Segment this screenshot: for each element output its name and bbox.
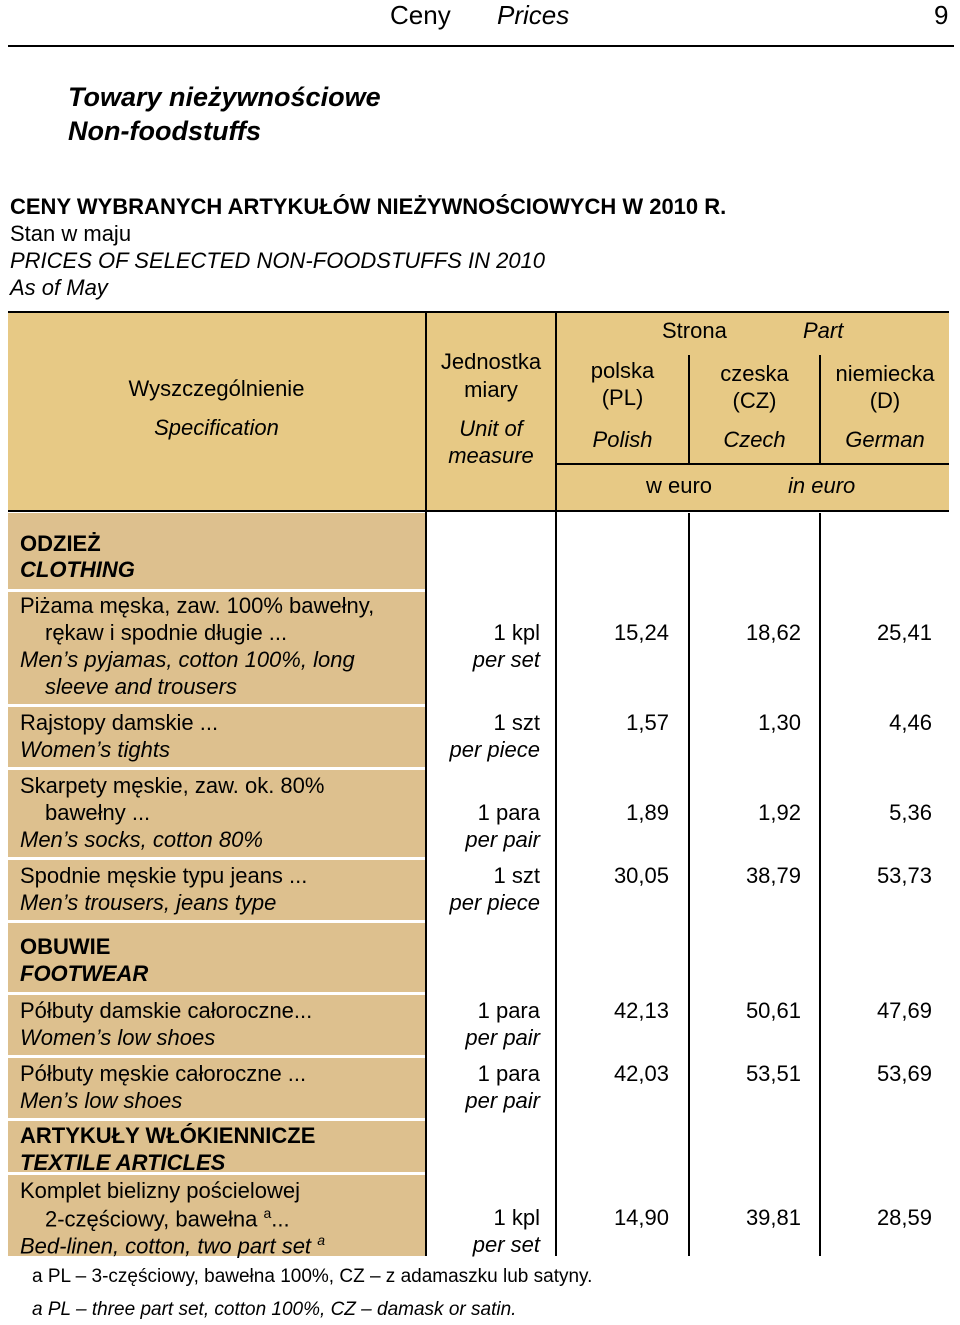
- header-currency-en: in euro: [788, 473, 856, 498]
- header-party-pl: Strona: [662, 318, 727, 343]
- row-6-price-de: 53,69: [876, 1061, 932, 1086]
- col-divider-pl-body: [688, 513, 690, 1256]
- row-4-price-cz: 38,79: [745, 863, 801, 888]
- row-divider: [8, 704, 425, 707]
- footnote-en: [32, 1299, 516, 1321]
- section-clothing-en: CLOTHING: [20, 557, 135, 582]
- row-1-unit-pl: 1 kpl: [493, 620, 540, 645]
- row-1-spec-en-1: Men’s pyjamas, cotton 100%, long: [20, 647, 355, 672]
- header-unit-en-1: Unit of: [459, 416, 523, 441]
- row-4-spec-en-1: Men’s trousers, jeans type: [20, 890, 277, 915]
- row-3-spec-en-1: Men’s socks, cotton 80%: [20, 827, 263, 852]
- row-3-price-de: 5,36: [889, 800, 932, 825]
- row-5-price-de: 47,69: [876, 998, 932, 1023]
- row-1-price-de: 25,41: [876, 620, 932, 645]
- row-4-price-pl: 30,05: [613, 863, 669, 888]
- row-7-spec-pl-2-tail: ...: [271, 1206, 290, 1232]
- row-1-unit-en: per set: [472, 647, 540, 672]
- row-7-spec-pl-2-text: 2-częściowy, bawełna: [45, 1206, 258, 1232]
- row-3-unit-pl: 1 para: [477, 800, 540, 825]
- row-1-spec-en-2: sleeve and trousers: [45, 674, 237, 699]
- footnote-mark: a: [317, 1232, 325, 1248]
- row-1-spec-pl-1: Piżama męska, zaw. 100% bawełny,: [20, 593, 375, 618]
- header-spec-pl: Wyszczególnienie: [128, 376, 305, 401]
- header-pl-1: polska: [590, 358, 655, 383]
- row-6-unit-pl: 1 para: [477, 1061, 540, 1086]
- header-cz-2: (CZ): [732, 388, 777, 413]
- footnote-mark: a: [32, 1266, 43, 1287]
- section-clothing-pl: ODZIEŻ: [20, 531, 101, 556]
- table-title-pl: CENY WYBRANYCH ARTYKUŁÓW NIEŻYWNOŚCIOWYCH W 2010 R.: [10, 194, 727, 219]
- row-7-spec-en-1: [20, 1232, 325, 1259]
- table-rule-header-bottom: [8, 510, 949, 512]
- section-footwear-pl: OBUWIE: [20, 934, 111, 959]
- row-4-spec-pl-1: Spodnie męskie typu jeans ...: [20, 863, 308, 888]
- row-7-price-pl: 14,90: [613, 1205, 669, 1230]
- header-de-1: niemiecka: [835, 361, 935, 386]
- row-3-price-pl: 1,89: [626, 800, 669, 825]
- table-rule-country-names: [556, 463, 949, 465]
- header-de-2: (D): [869, 388, 901, 413]
- header-cz-en: Czech: [723, 427, 786, 452]
- footnote-pl-text: PL – 3-częściowy, bawełna 100%, CZ – z adamaszku lub satyny.: [47, 1266, 593, 1287]
- row-5-price-pl: 42,13: [613, 998, 669, 1023]
- col-divider-cz-body: [819, 513, 821, 1256]
- row-6-price-cz: 53,51: [745, 1061, 801, 1086]
- row-5-spec-pl-1: Półbuty damskie całoroczne...: [20, 998, 313, 1023]
- section-title-pl: Towary nieżywnościowe: [68, 82, 381, 112]
- row-7-spec-pl-1: Komplet bielizny pościelowej: [20, 1178, 301, 1203]
- row-divider: [8, 767, 425, 770]
- row-3-spec-pl-2: bawełny ...: [45, 800, 151, 825]
- header-de-en: German: [845, 427, 925, 452]
- header-pl-en: Polish: [592, 427, 653, 452]
- section-footwear-en: FOOTWEAR: [20, 961, 149, 986]
- row-1-spec-pl-2: rękaw i spodnie długie ...: [45, 620, 288, 645]
- row-5-price-cz: 50,61: [745, 998, 801, 1023]
- footnote-en-text: PL – three part set, cotton 100%, CZ – damask or satin.: [47, 1299, 517, 1320]
- row-2-unit-en: per piece: [449, 737, 540, 762]
- header-rule: [8, 45, 954, 47]
- row-6-price-pl: 42,03: [613, 1061, 669, 1086]
- row-6-unit-en: per pair: [465, 1088, 540, 1113]
- row-4-price-de: 53,73: [876, 863, 932, 888]
- row-7-unit-en: per set: [472, 1232, 540, 1257]
- row-3-unit-en: per pair: [465, 827, 540, 852]
- row-divider: [8, 1055, 425, 1058]
- row-7-price-de: 28,59: [876, 1205, 932, 1230]
- row-2-spec-en-1: Women’s tights: [20, 737, 170, 762]
- row-divider: [8, 992, 425, 995]
- footnote-mark: a: [32, 1299, 43, 1320]
- running-header-left: Ceny: [390, 0, 451, 30]
- row-7-price-cz: 39,81: [745, 1205, 801, 1230]
- row-3-spec-pl-1: Skarpety męskie, zaw. ok. 80%: [20, 773, 325, 798]
- row-4-unit-pl: 1 szt: [493, 863, 540, 888]
- row-2-price-cz: 1,30: [758, 710, 801, 735]
- section-textile-pl: ARTYKUŁY WŁÓKIENNICZE: [20, 1123, 316, 1148]
- row-7-unit-pl: 1 kpl: [493, 1205, 540, 1230]
- page-number: 9: [934, 0, 949, 30]
- section-title-en: Non-foodstuffs: [68, 116, 261, 146]
- header-spec-en: Specification: [154, 415, 279, 440]
- row-divider: [8, 1118, 425, 1121]
- row-5-unit-en: per pair: [465, 1025, 540, 1050]
- row-6-spec-en-1: Men’s low shoes: [20, 1088, 183, 1113]
- row-2-price-de: 4,46: [889, 710, 932, 735]
- header-party-en: Part: [803, 318, 844, 343]
- row-3-price-cz: 1,92: [758, 800, 801, 825]
- row-2-price-pl: 1,57: [626, 710, 669, 735]
- row-4-unit-en: per piece: [449, 890, 540, 915]
- row-5-unit-pl: 1 para: [477, 998, 540, 1023]
- header-currency-pl: w euro: [646, 473, 713, 498]
- row-divider: [8, 589, 425, 592]
- footnote-pl: [32, 1266, 592, 1288]
- row-divider: [8, 857, 425, 860]
- table-rule-top: [8, 311, 949, 313]
- header-unit-en-2: measure: [448, 443, 534, 468]
- table-title-en-sub: As of May: [10, 275, 108, 300]
- header-unit-pl-1: Jednostka: [440, 349, 542, 374]
- row-5-spec-en-1: Women’s low shoes: [20, 1025, 216, 1050]
- header-pl-2: (PL): [601, 385, 644, 410]
- header-cz-1: czeska: [720, 361, 789, 386]
- row-2-spec-pl-1: Rajstopy damskie ...: [20, 710, 219, 735]
- table-title-en: PRICES OF SELECTED NON-FOODSTUFFS IN 2010: [10, 248, 546, 273]
- row-7-spec-pl-2: [45, 1205, 290, 1232]
- table-title-pl-sub: Stan w maju: [10, 221, 132, 246]
- row-1-price-pl: 15,24: [613, 620, 669, 645]
- row-7-spec-en-1-text: Bed-linen, cotton, two part set: [20, 1233, 312, 1259]
- row-divider: [8, 920, 425, 923]
- running-header-right: Prices: [497, 0, 570, 30]
- row-2-unit-pl: 1 szt: [493, 710, 540, 735]
- footnote-mark: a: [263, 1205, 272, 1221]
- row-1-price-cz: 18,62: [745, 620, 801, 645]
- header-unit-pl-2: miary: [464, 377, 518, 402]
- section-textile-en: TEXTILE ARTICLES: [20, 1150, 226, 1175]
- row-6-spec-pl-1: Półbuty męskie całoroczne ...: [20, 1061, 307, 1086]
